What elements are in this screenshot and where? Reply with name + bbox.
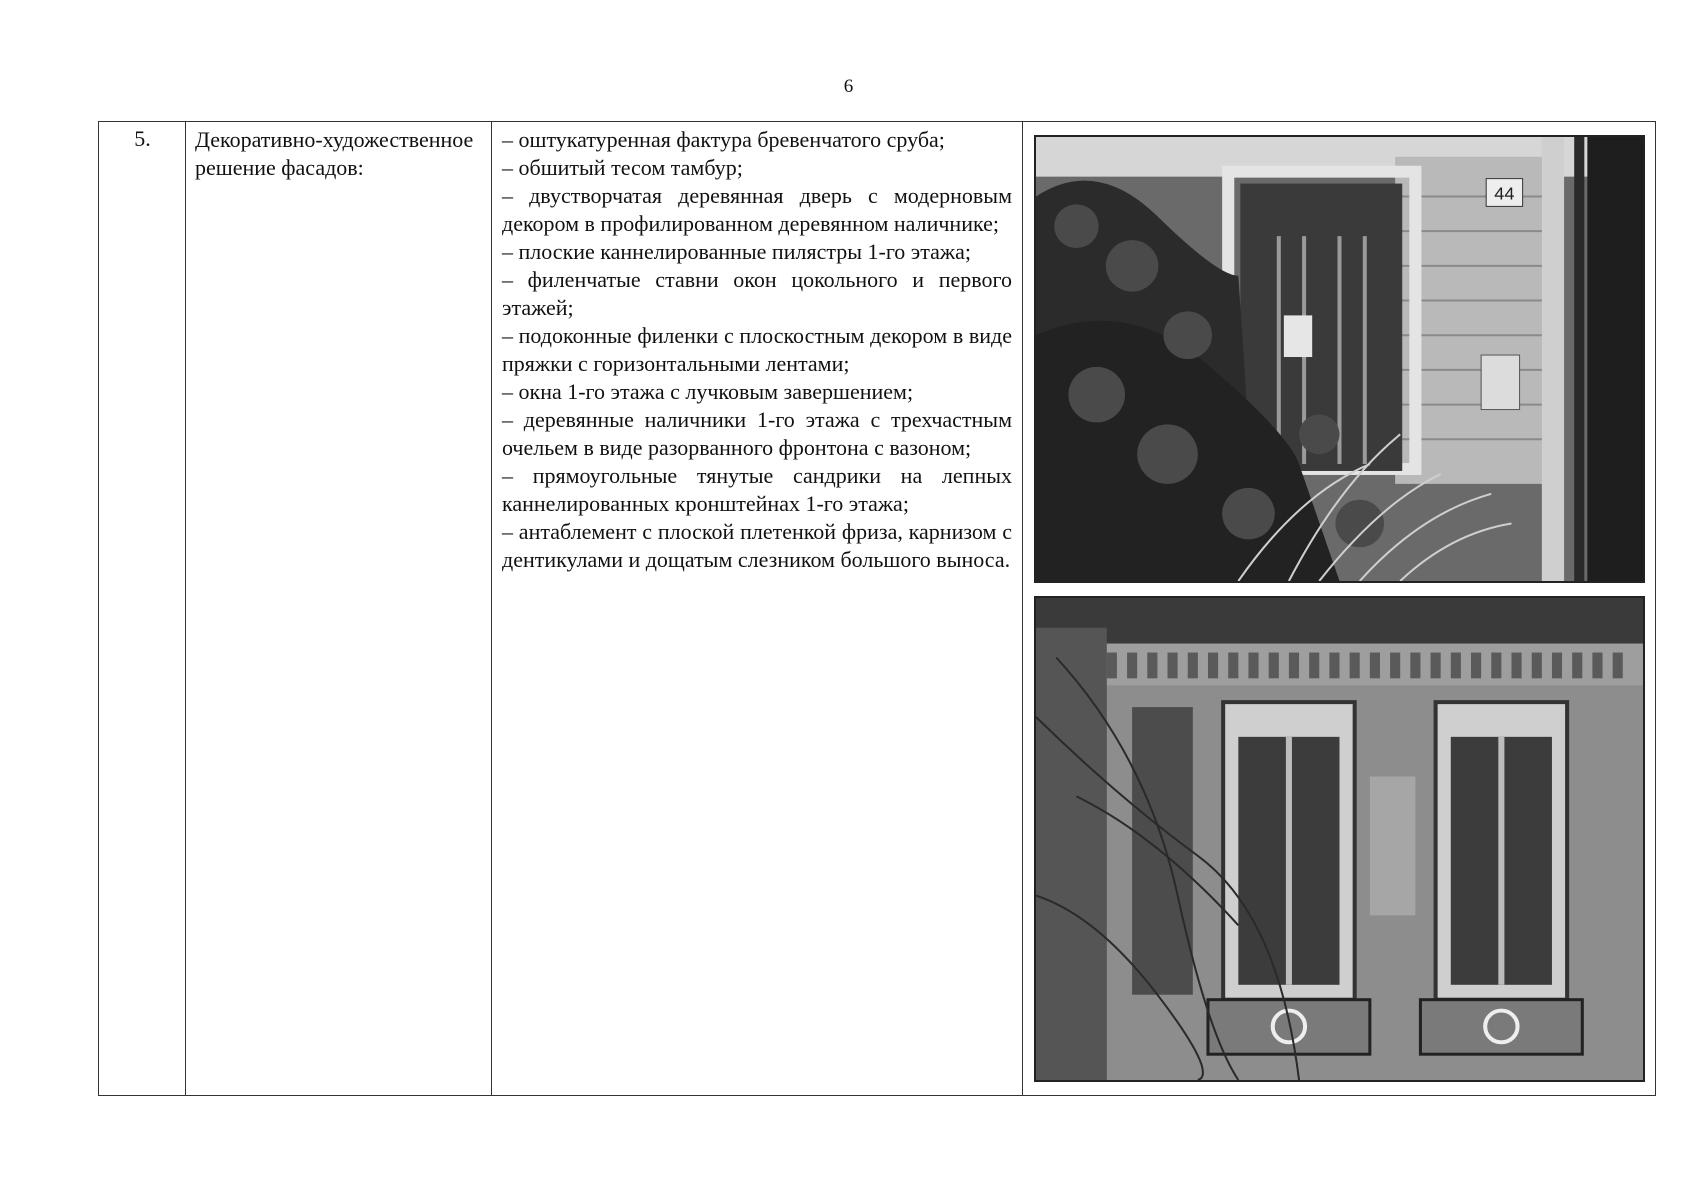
feature-item: – плоские каннелированные пилястры 1-го этажа; [502, 239, 971, 264]
feature-item: – деревянные наличники 1-го этажа с трехчастным очельем в виде разорванного фронтона с вазоном; [502, 407, 1012, 460]
feature-item: – прямоугольные тянутые сандрики на лепных каннелированных кронштейнах 1-го этажа; [502, 463, 1012, 516]
row-number: 5. [134, 126, 151, 151]
feature-item: – двустворчатая деревянная дверь с модерновым декором в профилированном деревянном наличнике; [502, 183, 1012, 236]
feature-item: – оштукатуренная фактура бревенчатого сруба; [502, 127, 945, 152]
feature-item: – филенчатые ставни окон цокольного и первого этажей; [502, 267, 1012, 320]
page-number: 6 [843, 76, 854, 97]
facade-elements-table [98, 121, 1656, 1096]
feature-item: – подоконные филенки с плоскостным декором в виде пряжки с горизонтальными лентами; [502, 323, 1012, 376]
row-number-cell [99, 122, 186, 1095]
feature-item: – окна 1-го этажа с лучковым завершением; [502, 379, 914, 404]
features-list [492, 122, 1022, 574]
house-number-plate: 44 [1494, 183, 1515, 204]
features-cell [492, 122, 1023, 1095]
feature-item: – обшитый тесом тамбур; [502, 155, 743, 180]
feature-item: – антаблемент с плоской плетенкой фриза, карнизом с дентикулами и дощатым слезником большого выноса. [502, 519, 1012, 572]
facade-entrance-photo [1034, 135, 1645, 583]
photos-cell [1023, 122, 1655, 1095]
row-title-cell [186, 122, 492, 1095]
row-title: Декоративно-художественное решение фасадов: [195, 127, 474, 180]
facade-windows-photo [1034, 596, 1645, 1082]
